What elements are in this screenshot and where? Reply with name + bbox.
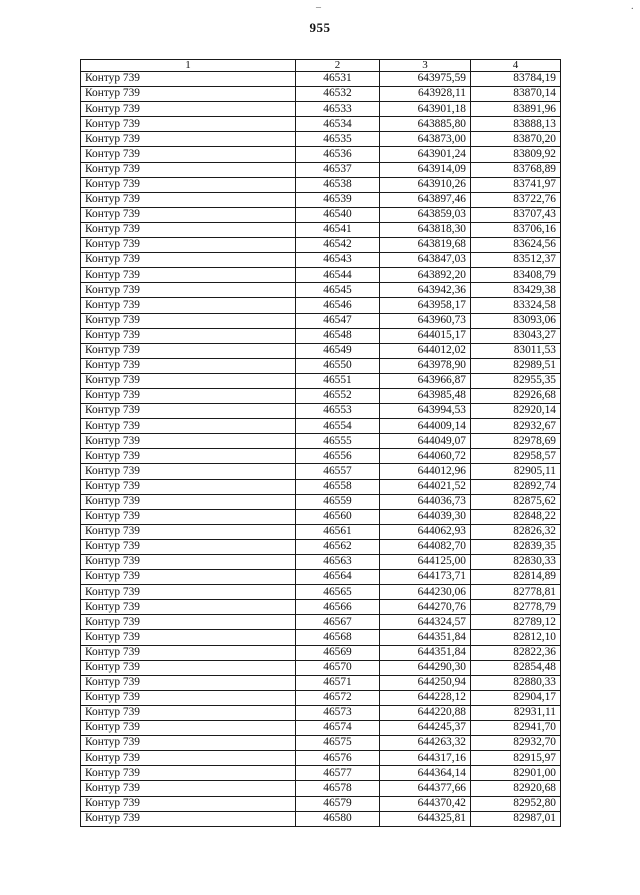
table-row xyxy=(81,585,561,600)
y-coordinate-cell: 83891,96 xyxy=(471,102,561,117)
coordinates-table xyxy=(80,59,561,827)
contour-name-cell: Контур 739 xyxy=(81,630,296,645)
contour-name-cell: Контур 739 xyxy=(81,660,296,675)
y-coordinate-cell: 82812,10 xyxy=(471,630,561,645)
y-coordinate-cell: 83512,37 xyxy=(471,253,561,268)
y-coordinate-cell: 83741,97 xyxy=(471,177,561,192)
x-coordinate-cell: 643928,11 xyxy=(380,87,471,102)
x-coordinate-cell: 644049,07 xyxy=(380,434,471,449)
x-coordinate-cell: 643819,68 xyxy=(380,238,471,253)
y-coordinate-cell: 83011,53 xyxy=(471,343,561,358)
y-coordinate-cell: 82901,00 xyxy=(471,766,561,781)
table-row xyxy=(81,675,561,690)
y-coordinate-cell: 82822,36 xyxy=(471,645,561,660)
y-coordinate-cell: 82978,69 xyxy=(471,434,561,449)
contour-name-cell: Контур 739 xyxy=(81,600,296,615)
contour-name-cell: Контур 739 xyxy=(81,539,296,554)
y-coordinate-cell: 82932,70 xyxy=(471,736,561,751)
y-coordinate-cell: 83706,16 xyxy=(471,222,561,237)
contour-name-cell: Контур 739 xyxy=(81,358,296,373)
contour-name-cell: Контур 739 xyxy=(81,177,296,192)
y-coordinate-cell: 82848,22 xyxy=(471,509,561,524)
point-number-cell: 46567 xyxy=(296,615,380,630)
y-coordinate-cell: 82989,51 xyxy=(471,358,561,373)
x-coordinate-cell: 644270,76 xyxy=(380,600,471,615)
x-coordinate-cell: 644062,93 xyxy=(380,524,471,539)
y-coordinate-cell: 82778,81 xyxy=(471,585,561,600)
point-number-cell: 46553 xyxy=(296,404,380,419)
contour-name-cell: Контур 739 xyxy=(81,343,296,358)
table-row xyxy=(81,268,561,283)
contour-name-cell: Контур 739 xyxy=(81,192,296,207)
table-row xyxy=(81,192,561,207)
y-coordinate-cell: 82932,67 xyxy=(471,419,561,434)
y-coordinate-cell: 82892,74 xyxy=(471,479,561,494)
table-row xyxy=(81,222,561,237)
contour-name-cell: Контур 739 xyxy=(81,721,296,736)
page-number: 955 xyxy=(309,20,331,35)
x-coordinate-cell: 644082,70 xyxy=(380,539,471,554)
contour-name-cell: Контур 739 xyxy=(81,781,296,796)
point-number-cell: 46570 xyxy=(296,660,380,675)
x-coordinate-cell: 643818,30 xyxy=(380,222,471,237)
contour-name-cell: Контур 739 xyxy=(81,102,296,117)
point-number-cell: 46560 xyxy=(296,509,380,524)
x-coordinate-cell: 644039,30 xyxy=(380,509,471,524)
y-coordinate-cell: 82941,70 xyxy=(471,721,561,736)
point-number-cell: 46531 xyxy=(296,72,380,87)
point-number-cell: 46544 xyxy=(296,268,380,283)
point-number-cell: 46577 xyxy=(296,766,380,781)
y-coordinate-cell: 83429,38 xyxy=(471,283,561,298)
header-cell-2: 2 xyxy=(296,60,380,72)
contour-name-cell: Контур 739 xyxy=(81,283,296,298)
table-row xyxy=(81,464,561,479)
contour-name-cell: Контур 739 xyxy=(81,313,296,328)
table-row xyxy=(81,388,561,403)
y-coordinate-cell: 83093,06 xyxy=(471,313,561,328)
point-number-cell: 46556 xyxy=(296,449,380,464)
point-number-cell: 46532 xyxy=(296,87,380,102)
table-row xyxy=(81,358,561,373)
contour-name-cell: Контур 739 xyxy=(81,811,296,826)
point-number-cell: 46564 xyxy=(296,570,380,585)
x-coordinate-cell: 643958,17 xyxy=(380,298,471,313)
point-number-cell: 46554 xyxy=(296,419,380,434)
x-coordinate-cell: 644245,37 xyxy=(380,721,471,736)
table-row xyxy=(81,117,561,132)
x-coordinate-cell: 643966,87 xyxy=(380,373,471,388)
point-number-cell: 46563 xyxy=(296,555,380,570)
contour-name-cell: Контур 739 xyxy=(81,464,296,479)
point-number-cell: 46549 xyxy=(296,343,380,358)
point-number-cell: 46572 xyxy=(296,690,380,705)
point-number-cell: 46580 xyxy=(296,811,380,826)
point-number-cell: 46557 xyxy=(296,464,380,479)
x-coordinate-cell: 644021,52 xyxy=(380,479,471,494)
y-coordinate-cell: 82830,33 xyxy=(471,555,561,570)
y-coordinate-cell: 83408,79 xyxy=(471,268,561,283)
contour-name-cell: Контур 739 xyxy=(81,479,296,494)
contour-name-cell: Контур 739 xyxy=(81,419,296,434)
x-coordinate-cell: 644325,81 xyxy=(380,811,471,826)
y-coordinate-cell: 83624,56 xyxy=(471,238,561,253)
contour-name-cell: Контур 739 xyxy=(81,222,296,237)
table-row xyxy=(81,479,561,494)
y-coordinate-cell: 82926,68 xyxy=(471,388,561,403)
point-number-cell: 46559 xyxy=(296,494,380,509)
y-coordinate-cell: 82875,62 xyxy=(471,494,561,509)
point-number-cell: 46550 xyxy=(296,358,380,373)
point-number-cell: 46561 xyxy=(296,524,380,539)
y-coordinate-cell: 83324,58 xyxy=(471,298,561,313)
point-number-cell: 46547 xyxy=(296,313,380,328)
contour-name-cell: Контур 739 xyxy=(81,162,296,177)
contour-name-cell: Контур 739 xyxy=(81,751,296,766)
header-row xyxy=(81,60,561,72)
y-coordinate-cell: 83043,27 xyxy=(471,328,561,343)
point-number-cell: 46552 xyxy=(296,388,380,403)
y-coordinate-cell: 82854,48 xyxy=(471,660,561,675)
header-cell-1: 1 xyxy=(81,60,296,72)
point-number-cell: 46562 xyxy=(296,539,380,554)
table-row xyxy=(81,87,561,102)
contour-name-cell: Контур 739 xyxy=(81,766,296,781)
x-coordinate-cell: 643960,73 xyxy=(380,313,471,328)
table-row xyxy=(81,570,561,585)
contour-name-cell: Контур 739 xyxy=(81,449,296,464)
point-number-cell: 46551 xyxy=(296,373,380,388)
table-row xyxy=(81,630,561,645)
table-row xyxy=(81,494,561,509)
table-row xyxy=(81,600,561,615)
point-number-cell: 46568 xyxy=(296,630,380,645)
table-row xyxy=(81,781,561,796)
x-coordinate-cell: 644228,12 xyxy=(380,690,471,705)
point-number-cell: 46534 xyxy=(296,117,380,132)
contour-name-cell: Контур 739 xyxy=(81,645,296,660)
x-coordinate-cell: 644370,42 xyxy=(380,796,471,811)
table-row xyxy=(81,132,561,147)
x-coordinate-cell: 643942,36 xyxy=(380,283,471,298)
table-row xyxy=(81,796,561,811)
point-number-cell: 46578 xyxy=(296,781,380,796)
point-number-cell: 46558 xyxy=(296,479,380,494)
contour-name-cell: Контур 739 xyxy=(81,298,296,313)
y-coordinate-cell: 83888,13 xyxy=(471,117,561,132)
y-coordinate-cell: 82920,14 xyxy=(471,404,561,419)
point-number-cell: 46538 xyxy=(296,177,380,192)
y-coordinate-cell: 82931,11 xyxy=(471,705,561,720)
table-row xyxy=(81,283,561,298)
point-number-cell: 46546 xyxy=(296,298,380,313)
table-row xyxy=(81,177,561,192)
y-coordinate-cell: 82987,01 xyxy=(471,811,561,826)
x-coordinate-cell: 644351,84 xyxy=(380,645,471,660)
point-number-cell: 46537 xyxy=(296,162,380,177)
x-coordinate-cell: 643847,03 xyxy=(380,253,471,268)
point-number-cell: 46566 xyxy=(296,600,380,615)
table-row xyxy=(81,434,561,449)
table-row xyxy=(81,419,561,434)
x-coordinate-cell: 643901,18 xyxy=(380,102,471,117)
y-coordinate-cell: 82920,68 xyxy=(471,781,561,796)
point-number-cell: 46536 xyxy=(296,147,380,162)
x-coordinate-cell: 643892,20 xyxy=(380,268,471,283)
y-coordinate-cell: 82880,33 xyxy=(471,675,561,690)
contour-name-cell: Контур 739 xyxy=(81,524,296,539)
x-coordinate-cell: 643978,90 xyxy=(380,358,471,373)
table-row xyxy=(81,147,561,162)
x-coordinate-cell: 644060,72 xyxy=(380,449,471,464)
point-number-cell: 46533 xyxy=(296,102,380,117)
point-number-cell: 46571 xyxy=(296,675,380,690)
x-coordinate-cell: 644036,73 xyxy=(380,494,471,509)
header-cell-3: 3 xyxy=(380,60,471,72)
table-row xyxy=(81,690,561,705)
table-row xyxy=(81,509,561,524)
y-coordinate-cell: 82904,17 xyxy=(471,690,561,705)
y-coordinate-cell: 82952,80 xyxy=(471,796,561,811)
x-coordinate-cell: 644364,14 xyxy=(380,766,471,781)
point-number-cell: 46548 xyxy=(296,328,380,343)
x-coordinate-cell: 644015,17 xyxy=(380,328,471,343)
x-coordinate-cell: 643901,24 xyxy=(380,147,471,162)
point-number-cell: 46541 xyxy=(296,222,380,237)
table-row xyxy=(81,766,561,781)
table-row xyxy=(81,660,561,675)
y-coordinate-cell: 83707,43 xyxy=(471,207,561,222)
point-number-cell: 46555 xyxy=(296,434,380,449)
header-cell-4: 4 xyxy=(471,60,561,72)
table-body xyxy=(81,72,561,827)
y-coordinate-cell: 83768,89 xyxy=(471,162,561,177)
table-row xyxy=(81,207,561,222)
table-row xyxy=(81,736,561,751)
contour-name-cell: Контур 739 xyxy=(81,570,296,585)
table-row xyxy=(81,705,561,720)
point-number-cell: 46539 xyxy=(296,192,380,207)
contour-name-cell: Контур 739 xyxy=(81,796,296,811)
contour-name-cell: Контур 739 xyxy=(81,705,296,720)
table-row xyxy=(81,811,561,826)
contour-name-cell: Контур 739 xyxy=(81,675,296,690)
table-row xyxy=(81,72,561,87)
point-number-cell: 46542 xyxy=(296,238,380,253)
contour-name-cell: Контур 739 xyxy=(81,117,296,132)
y-coordinate-cell: 83870,20 xyxy=(471,132,561,147)
x-coordinate-cell: 644351,84 xyxy=(380,630,471,645)
contour-name-cell: Контур 739 xyxy=(81,690,296,705)
y-coordinate-cell: 82958,57 xyxy=(471,449,561,464)
x-coordinate-cell: 643873,00 xyxy=(380,132,471,147)
y-coordinate-cell: 83809,92 xyxy=(471,147,561,162)
table-row xyxy=(81,539,561,554)
top-mark: – xyxy=(316,2,321,13)
point-number-cell: 46535 xyxy=(296,132,380,147)
contour-name-cell: Контур 739 xyxy=(81,509,296,524)
corner-mark: · xyxy=(630,4,634,15)
table-row xyxy=(81,313,561,328)
point-number-cell: 46543 xyxy=(296,253,380,268)
x-coordinate-cell: 644230,06 xyxy=(380,585,471,600)
contour-name-cell: Контур 739 xyxy=(81,253,296,268)
x-coordinate-cell: 644220,88 xyxy=(380,705,471,720)
table-row xyxy=(81,238,561,253)
point-number-cell: 46574 xyxy=(296,721,380,736)
x-coordinate-cell: 644290,30 xyxy=(380,660,471,675)
x-coordinate-cell: 644173,71 xyxy=(380,570,471,585)
x-coordinate-cell: 643994,53 xyxy=(380,404,471,419)
x-coordinate-cell: 643975,59 xyxy=(380,72,471,87)
y-coordinate-cell: 82839,35 xyxy=(471,539,561,554)
table-row xyxy=(81,162,561,177)
contour-name-cell: Контур 739 xyxy=(81,494,296,509)
contour-name-cell: Контур 739 xyxy=(81,373,296,388)
contour-name-cell: Контур 739 xyxy=(81,268,296,283)
contour-name-cell: Контур 739 xyxy=(81,615,296,630)
contour-name-cell: Контур 739 xyxy=(81,207,296,222)
x-coordinate-cell: 643897,46 xyxy=(380,192,471,207)
x-coordinate-cell: 644012,96 xyxy=(380,464,471,479)
y-coordinate-cell: 82778,79 xyxy=(471,600,561,615)
table-row xyxy=(81,645,561,660)
x-coordinate-cell: 644317,16 xyxy=(380,751,471,766)
table-row xyxy=(81,328,561,343)
y-coordinate-cell: 83722,76 xyxy=(471,192,561,207)
y-coordinate-cell: 82955,35 xyxy=(471,373,561,388)
contour-name-cell: Контур 739 xyxy=(81,736,296,751)
x-coordinate-cell: 643914,09 xyxy=(380,162,471,177)
y-coordinate-cell: 83870,14 xyxy=(471,87,561,102)
x-coordinate-cell: 643910,26 xyxy=(380,177,471,192)
contour-name-cell: Контур 739 xyxy=(81,328,296,343)
table-row xyxy=(81,343,561,358)
table-row xyxy=(81,102,561,117)
x-coordinate-cell: 643985,48 xyxy=(380,388,471,403)
x-coordinate-cell: 644263,32 xyxy=(380,736,471,751)
y-coordinate-cell: 83784,19 xyxy=(471,72,561,87)
y-coordinate-cell: 82915,97 xyxy=(471,751,561,766)
table-row xyxy=(81,298,561,313)
table-row xyxy=(81,751,561,766)
point-number-cell: 46579 xyxy=(296,796,380,811)
point-number-cell: 46540 xyxy=(296,207,380,222)
contour-name-cell: Контур 739 xyxy=(81,87,296,102)
y-coordinate-cell: 82789,12 xyxy=(471,615,561,630)
point-number-cell: 46576 xyxy=(296,751,380,766)
point-number-cell: 46545 xyxy=(296,283,380,298)
x-coordinate-cell: 644377,66 xyxy=(380,781,471,796)
contour-name-cell: Контур 739 xyxy=(81,434,296,449)
table-row xyxy=(81,253,561,268)
contour-name-cell: Контур 739 xyxy=(81,555,296,570)
y-coordinate-cell: 82905,11 xyxy=(471,464,561,479)
x-coordinate-cell: 643859,03 xyxy=(380,207,471,222)
x-coordinate-cell: 644009,14 xyxy=(380,419,471,434)
contour-name-cell: Контур 739 xyxy=(81,585,296,600)
point-number-cell: 46569 xyxy=(296,645,380,660)
x-coordinate-cell: 644012,02 xyxy=(380,343,471,358)
x-coordinate-cell: 643885,80 xyxy=(380,117,471,132)
table-row xyxy=(81,721,561,736)
contour-name-cell: Контур 739 xyxy=(81,388,296,403)
table-row xyxy=(81,373,561,388)
point-number-cell: 46573 xyxy=(296,705,380,720)
y-coordinate-cell: 82826,32 xyxy=(471,524,561,539)
contour-name-cell: Контур 739 xyxy=(81,72,296,87)
x-coordinate-cell: 644125,00 xyxy=(380,555,471,570)
table-row xyxy=(81,449,561,464)
point-number-cell: 46575 xyxy=(296,736,380,751)
table-row xyxy=(81,555,561,570)
contour-name-cell: Контур 739 xyxy=(81,404,296,419)
table-row xyxy=(81,404,561,419)
contour-name-cell: Контур 739 xyxy=(81,238,296,253)
point-number-cell: 46565 xyxy=(296,585,380,600)
table-row xyxy=(81,524,561,539)
table-row xyxy=(81,615,561,630)
contour-name-cell: Контур 739 xyxy=(81,132,296,147)
contour-name-cell: Контур 739 xyxy=(81,147,296,162)
y-coordinate-cell: 82814,89 xyxy=(471,570,561,585)
x-coordinate-cell: 644250,94 xyxy=(380,675,471,690)
x-coordinate-cell: 644324,57 xyxy=(380,615,471,630)
